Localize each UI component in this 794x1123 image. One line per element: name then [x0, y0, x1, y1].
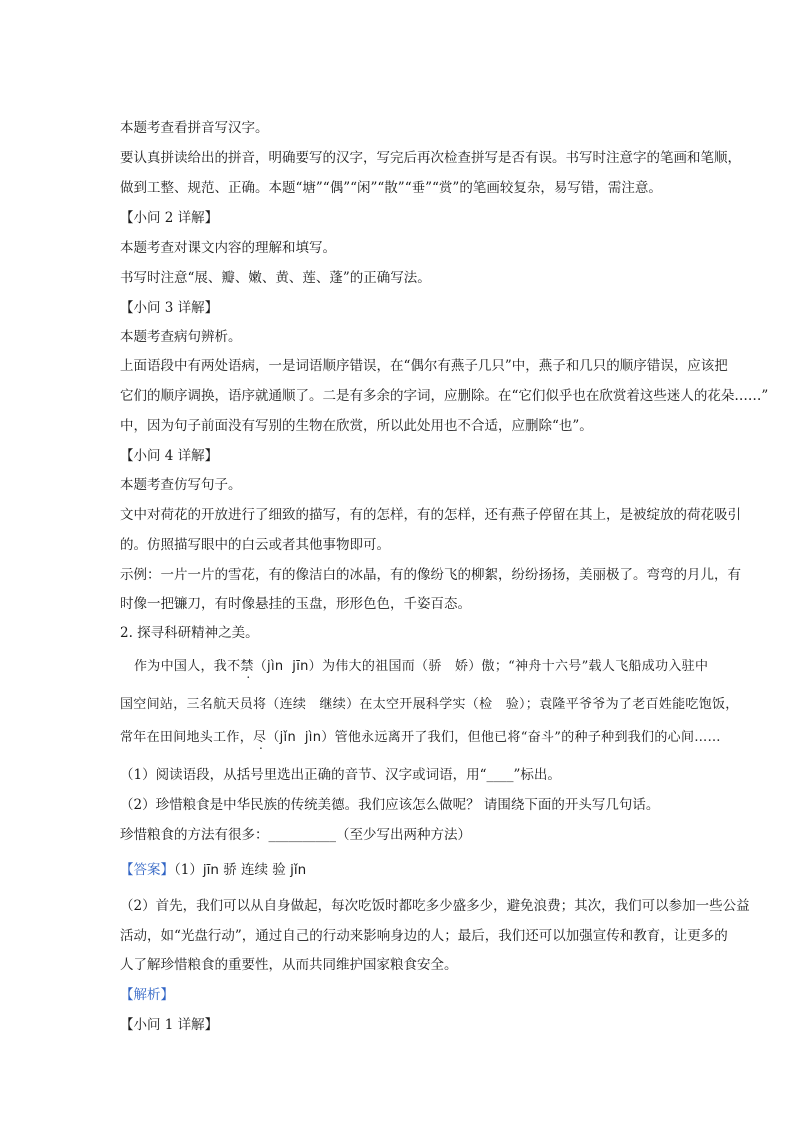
text-line: 上面语段中有两处语病，一是词语顺序错误，在“偶尔有燕子几只”中，燕子和几只的顺序错误，应该把	[120, 358, 728, 374]
section-heading: 【小问 2 详解】	[120, 210, 219, 226]
answer-text: 人了解珍惜粮食的重要性，从而共同维护国家粮食安全。	[120, 957, 458, 973]
text-line: 本题考查仿写句子。	[120, 477, 242, 493]
answer-line: 【答案】（1）jīn 骄 连续 验 jǐn	[120, 862, 307, 878]
text-line: 中，因为句子前面没有写别的生物在欣赏，所以此处用也不合适，应删除“也”。	[120, 418, 593, 434]
subquestion: （1）阅读语段，从括号里选出正确的音节、汉字或词语，用“____”标出。	[120, 767, 561, 783]
text-line: 本题考查病句辨析。	[120, 329, 242, 345]
passage-line: 常年在田间地头工作，尽（jǐn jìn）管他永远离开了我们，但他已将“奋斗”的种子种到我们的心间……	[120, 730, 721, 745]
text-line: 文中对荷花的开放进行了细致的描写，有的怎样，有的怎样，还有燕子停留在其上，是被绽放的荷花吸引	[120, 507, 741, 523]
question-heading: 2. 探寻科研精神之美。	[120, 625, 259, 641]
section-heading: 【小问 1 详解】	[120, 1017, 219, 1033]
text-line: 书写时注意“展、瓣、嫩、黄、莲、蓬”的正确写法。	[120, 270, 431, 286]
text-line: 要认真拼读给出的拼音，明确要写的汉字，写完后再次检查拼写是否有误。书写时注意字的笔画和笔顺，	[120, 150, 741, 166]
passage-line: 作为中国人，我不禁（jìn jīn）为伟大的祖国而（骄 娇）傲；“神舟十六号”载人飞船成功入驻中	[134, 659, 709, 674]
text-line: 本题考查看拼音写汉字。	[120, 120, 269, 136]
text-line: 的。仿照描写眼中的白云或者其他事物即可。	[120, 537, 390, 553]
subquestion: （2）珍惜粮食是中华民族的传统美德。我们应该怎么做呢？ 请围绕下面的开头写几句话。	[120, 797, 660, 813]
text-line: 本题考查对课文内容的理解和填写。	[120, 240, 336, 256]
answer-text: 活动，如“光盘行动”，通过自己的行动来影响身边的人；最后，我们还可以加强宣传和教育，让更多的	[120, 928, 728, 944]
section-heading: 【小问 4 详解】	[120, 448, 219, 464]
passage-line: 国空间站，三名航天员将（连续 继续）在太空开展科学实（检 验）；袁隆平爷爷为了老百姓能吃饱饭，	[120, 697, 739, 712]
text-line: 示例：一片一片的雪花，有的像洁白的冰晶，有的像纷飞的柳絮，纷纷扬扬，美丽极了。弯弯的月儿，有	[120, 567, 741, 583]
answer-text: （2）首先，我们可以从自身做起，每次吃饭时都吃多少盛多少，避免浪费；其次，我们可以参加一些公益	[120, 898, 750, 914]
text-line: 做到工整、规范、正确。本题“塘”“偶”“闲”“散”“垂”“赏”的笔画较复杂，易写错，需注意。	[120, 180, 662, 196]
answer-label: 【答案】	[120, 862, 174, 878]
fill-in-line: 珍惜粮食的方法有很多：__________（至少写出两种方法）	[120, 827, 471, 843]
text-line: 时像一把镰刀，有时像悬挂的玉盘，形形色色，千姿百态。	[120, 596, 471, 612]
text-line: 它们的顺序调换，语序就通顺了。二是有多余的字词，应删除。在“它们似乎也在欣赏着这些迷人的花朵……”	[120, 388, 769, 404]
section-heading: 【小问 3 详解】	[120, 300, 219, 316]
analysis-label: 【解析】	[120, 987, 174, 1003]
